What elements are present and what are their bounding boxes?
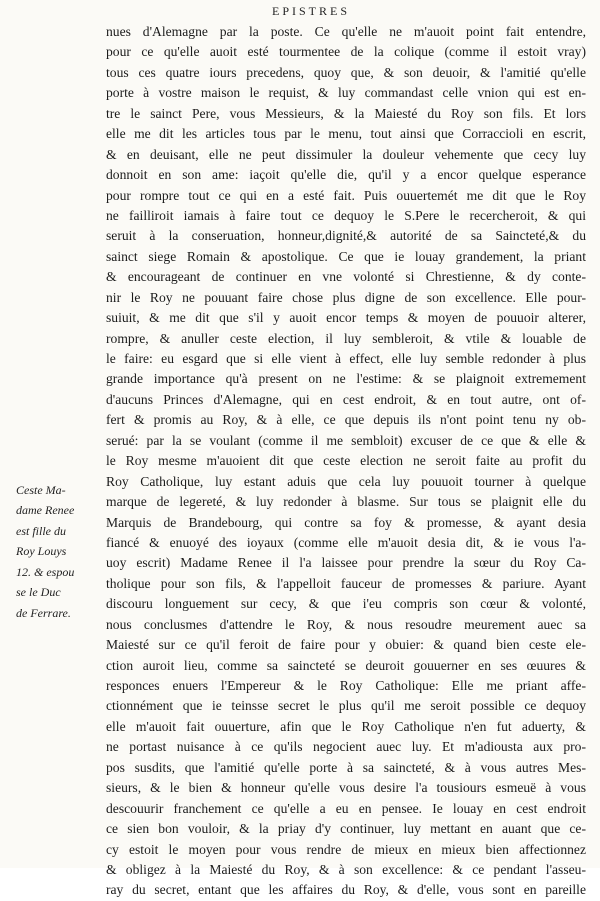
body-line: nir le Roy ne pouuant faire chose plus digne de son excellence. Elle pour-	[106, 289, 586, 305]
body-line: suiuit, & me dit que s'il y auoit encor temps & moyen de pouuoir alterer,	[106, 310, 586, 326]
body-line: discouru longuement sur cecy, & que i'eu compris son cœur & volonté,	[106, 596, 586, 612]
body-line: Roy Catholique, luy estant aduis que cela luy pouuoit tourner à quelque	[106, 473, 586, 489]
body-line: ce sien bon vouloir, & la priay d'y continuer, luy mettant en auant que ce-	[106, 821, 586, 837]
body-line: nues d'Alemagne par la poste. Ce qu'elle ne m'auoit point fait entendre,	[106, 24, 586, 39]
body-line: descouurir franchement ce qu'elle a eu en pensee. Ie louay en cest endroit	[106, 800, 586, 816]
body-line: serué: par la se voulant (comme il me sembloit) excuser de ce que & elle &	[106, 432, 586, 448]
running-head: EPISTRES	[272, 4, 351, 18]
body-line: tous ces quatre iours precedens, quoy que, & son deuoir, & l'amitié qu'elle	[106, 64, 586, 80]
body-line: ctionnément que ie teinsse secret le plus qu'il me seroit possible ce dequoy	[106, 698, 586, 714]
marginal-note-line: 12. & espou	[16, 564, 75, 579]
body-line: Marquis de Brandebourg, qui contre sa foy & promesse, & ayant desia	[106, 514, 586, 530]
marginal-note	[16, 480, 108, 623]
body-line: ne failliroit iamais à faire tout ce dequoy le S.Pere le recercheroit, & qui	[106, 207, 586, 223]
body-line: pos susdits, que l'amitié qu'elle porte à sa saincteté, & à vous autres Mes-	[106, 759, 586, 775]
body-line: marque de legereté, & luy redonder à blasme. Sur tous se plaignit elle du	[106, 494, 586, 510]
body-line: sainct siege Romain & apostolique. Ce que ie louay grandement, la priant	[106, 248, 586, 264]
body-line: elle me dit les articles tous par le menu, tout ainsi que Corraccioli en escrit,	[106, 126, 586, 142]
marginal-note-line: dame Renee	[16, 503, 75, 518]
body-line: le faire: eu esgard que si elle vient à effect, elle luy semble redonder à plus	[106, 351, 586, 366]
marginal-note-line: Roy Louys	[16, 544, 67, 559]
body-line: nous conclusmes d'attendre le Roy, & nous resoudre meurement auec sa	[106, 616, 586, 632]
body-line: & obligez à la Maiesté du Roy, & à son excellence: & ce pendant l'asseu-	[106, 861, 586, 877]
body-line: uoy escrit) Madame Renee il l'a laissee pour prendre la sœur du Roy Ca-	[106, 555, 586, 571]
marginal-note-line: se le Duc	[16, 585, 61, 600]
body-line: pour rompre tout ce qui en a esté fait. Puis ouuertemét me dit que le Roy	[106, 187, 586, 203]
body-line: & en deuisant, elle ne peut dissimuler la douleur vehemente que cecy luy	[106, 146, 586, 162]
body-line: tholique pour son fils, & l'appelloit fauceur de promesses & pariure. Ayant	[106, 575, 586, 591]
body-line: & encourageant de continuer en vne volonté si Chrestienne, & dy conte-	[106, 269, 586, 285]
body-line: donnoit en son ame: iaçoit qu'elle die, qu'il y a encor quelque esperance	[106, 167, 586, 183]
marginal-note-line: de Ferrare.	[16, 605, 71, 620]
body-line: rompre, & anuller ceste election, il luy sembleroit, & vtile & louable de	[106, 330, 586, 346]
marginal-note-line: Ceste Ma-	[16, 483, 66, 497]
body-line: ne portast nuisance à ce qu'ils negocient auec luy. Et m'adiousta aux pro-	[106, 739, 586, 755]
body-line: ray du secret, entant que les affaires du Roy, & d'elle, vous sont en pareille	[106, 882, 586, 898]
body-line: seruit à la conseruation, honneur,dignité,& autorité de sa Saincteté,& du	[106, 228, 586, 244]
body-line: pour ce qu'elle auoit esté tourmentee de la colique (comme il estoit vray)	[106, 44, 586, 60]
body-line: responces enuers l'Empereur & le Roy Catholique: Elle me priant affe-	[106, 678, 586, 693]
body-line: Maiesté sur ce qu'il feroit de faire pour y obuier: & quand bien ceste ele-	[106, 637, 586, 653]
body-line: fert & promis au Roy, & à elle, ce que depuis ils n'ont point tenu ny ob-	[106, 412, 586, 428]
body-text	[106, 22, 586, 901]
body-line: tre le sainct Pere, vous Messieurs, & la Maiesté du Roy son fils. Et lors	[106, 105, 586, 121]
body-line: ction auroit lieu, comme sa saincteté se deuroit gouuerner en ses œuures &	[106, 657, 586, 673]
body-line: elle m'auoit fait ouuerture, afin que le Roy Catholique n'en fut aduerty, &	[106, 718, 586, 734]
body-line: d'aucuns Princes d'Alemagne, qui en cest endroit, & en tout autre, ont of-	[106, 391, 586, 407]
body-line: le Roy mesme m'auoient dit que ceste election ne seroit faite au profit du	[106, 453, 586, 469]
body-line: sieurs, & le bien & honneur qu'elle vous desire l'a tousiours esmeuë à vous	[106, 780, 586, 796]
marginal-note-line: est fille du	[16, 523, 66, 538]
body-line: porte à vostre maison le requist, & luy commandast celle vnion qui est en-	[106, 85, 586, 101]
body-line: cy estoit le moyen pour vous rendre de mieux en mieux bien affectionnez	[106, 841, 586, 857]
body-line: fiancé & enuoyé des ioyaux (comme elle m'auoit desia dit, & ie vous l'a-	[106, 534, 586, 550]
body-line: grande importance qu'à present on ne l'estime: & se plaignoit extremement	[106, 371, 586, 387]
